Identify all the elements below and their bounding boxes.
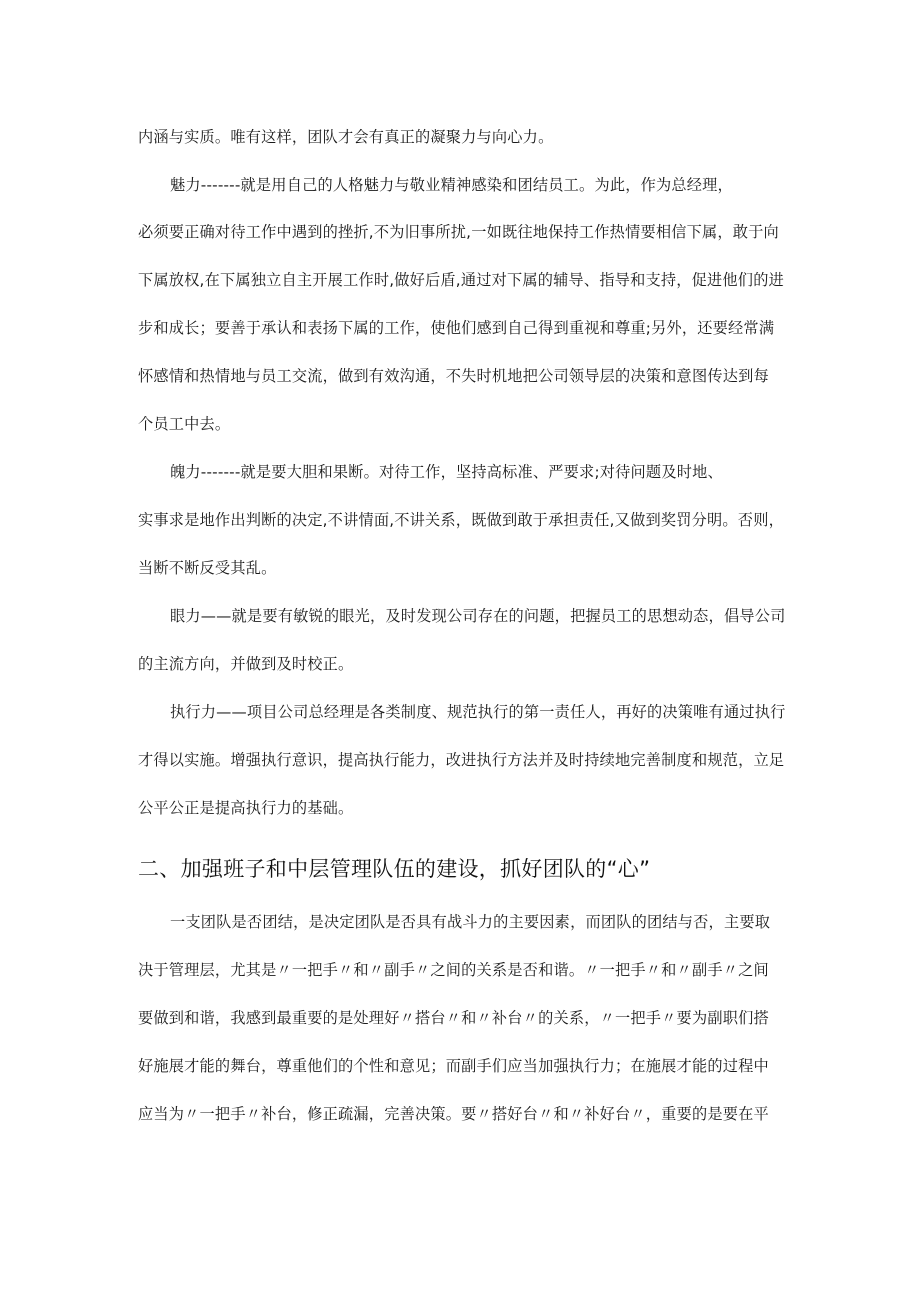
paragraph-line: 个员工中去。 <box>138 415 231 433</box>
paragraph-line: 必须要正确对待工作中遇到的挫折,不为旧事所扰,一如既往地保持工作热情要相信下属，敢于向 <box>138 223 779 241</box>
paragraph-line: 决于管理层，尤其是〃一把手〃和〃副手〃之间的关系是否和谐。〃一把手〃和〃副手〃之间 <box>138 961 769 979</box>
section-heading: 二、加强班子和中层管理队伍的建设，抓好团队的“心” <box>138 857 651 881</box>
paragraph-line: 当断不断反受其乱。 <box>138 559 277 577</box>
paragraph-line: 下属放权,在下属独立自主开展工作时,做好后盾,通过对下属的辅导、指导和支持，促进他们的进 <box>138 271 784 289</box>
paragraph-line: 应当为〃一把手〃补台，修正疏漏，完善决策。要〃搭好台〃和〃补好台〃，重要的是要在平 <box>138 1105 769 1123</box>
paragraph-line: 内涵与实质。唯有这样，团队才会有真正的凝聚力与向心力。 <box>138 128 554 146</box>
paragraph-line: 眼力——就是要有敏锐的眼光，及时发现公司存在的问题，把握员工的思想动态，倡导公司 <box>170 607 786 625</box>
paragraph-line: 步和成长；要善于承认和表扬下属的工作，使他们感到自己得到重视和尊重;另外，还要经常满 <box>138 319 775 337</box>
paragraph-line: 的主流方向，并做到及时校正。 <box>138 655 354 673</box>
paragraph-line: 魄力-------就是要大胆和果断。对待工作，坚持高标准、严要求;对待问题及时地、 <box>170 463 723 481</box>
paragraph-line: 公平公正是提高执行力的基础。 <box>138 799 354 817</box>
paragraph-line: 执行力——项目公司总经理是各类制度、规范执行的第一责任人，再好的决策唯有通过执行 <box>170 703 786 721</box>
paragraph-line: 怀感情和热情地与员工交流，做到有效沟通，不失时机地把公司领导层的决策和意图传达到每 <box>138 367 769 385</box>
paragraph-line: 好施展才能的舞台，尊重他们的个性和意见；而副手们应当加强执行力；在施展才能的过程中 <box>138 1057 769 1075</box>
paragraph-line: 一支团队是否团结，是决定团队是否具有战斗力的主要因素，而团队的团结与否，主要取 <box>170 913 771 931</box>
paragraph-line: 才得以实施。增强执行意识，提高执行能力，改进执行方法并及时持续地完善制度和规范，立足 <box>138 751 785 769</box>
paragraph-line: 魅力-------就是用自己的人格魅力与敬业精神感染和团结员工。为此，作为总经理， <box>170 176 733 194</box>
paragraph-line: 要做到和谐，我感到最重要的是处理好〃搭台〃和〃补台〃的关系，〃一把手〃要为副职们搭 <box>138 1009 769 1027</box>
paragraph-line: 实事求是地作出判断的决定,不讲情面,不讲关系，既做到敢于承担责任,又做到奖罚分明。否则， <box>138 511 784 529</box>
